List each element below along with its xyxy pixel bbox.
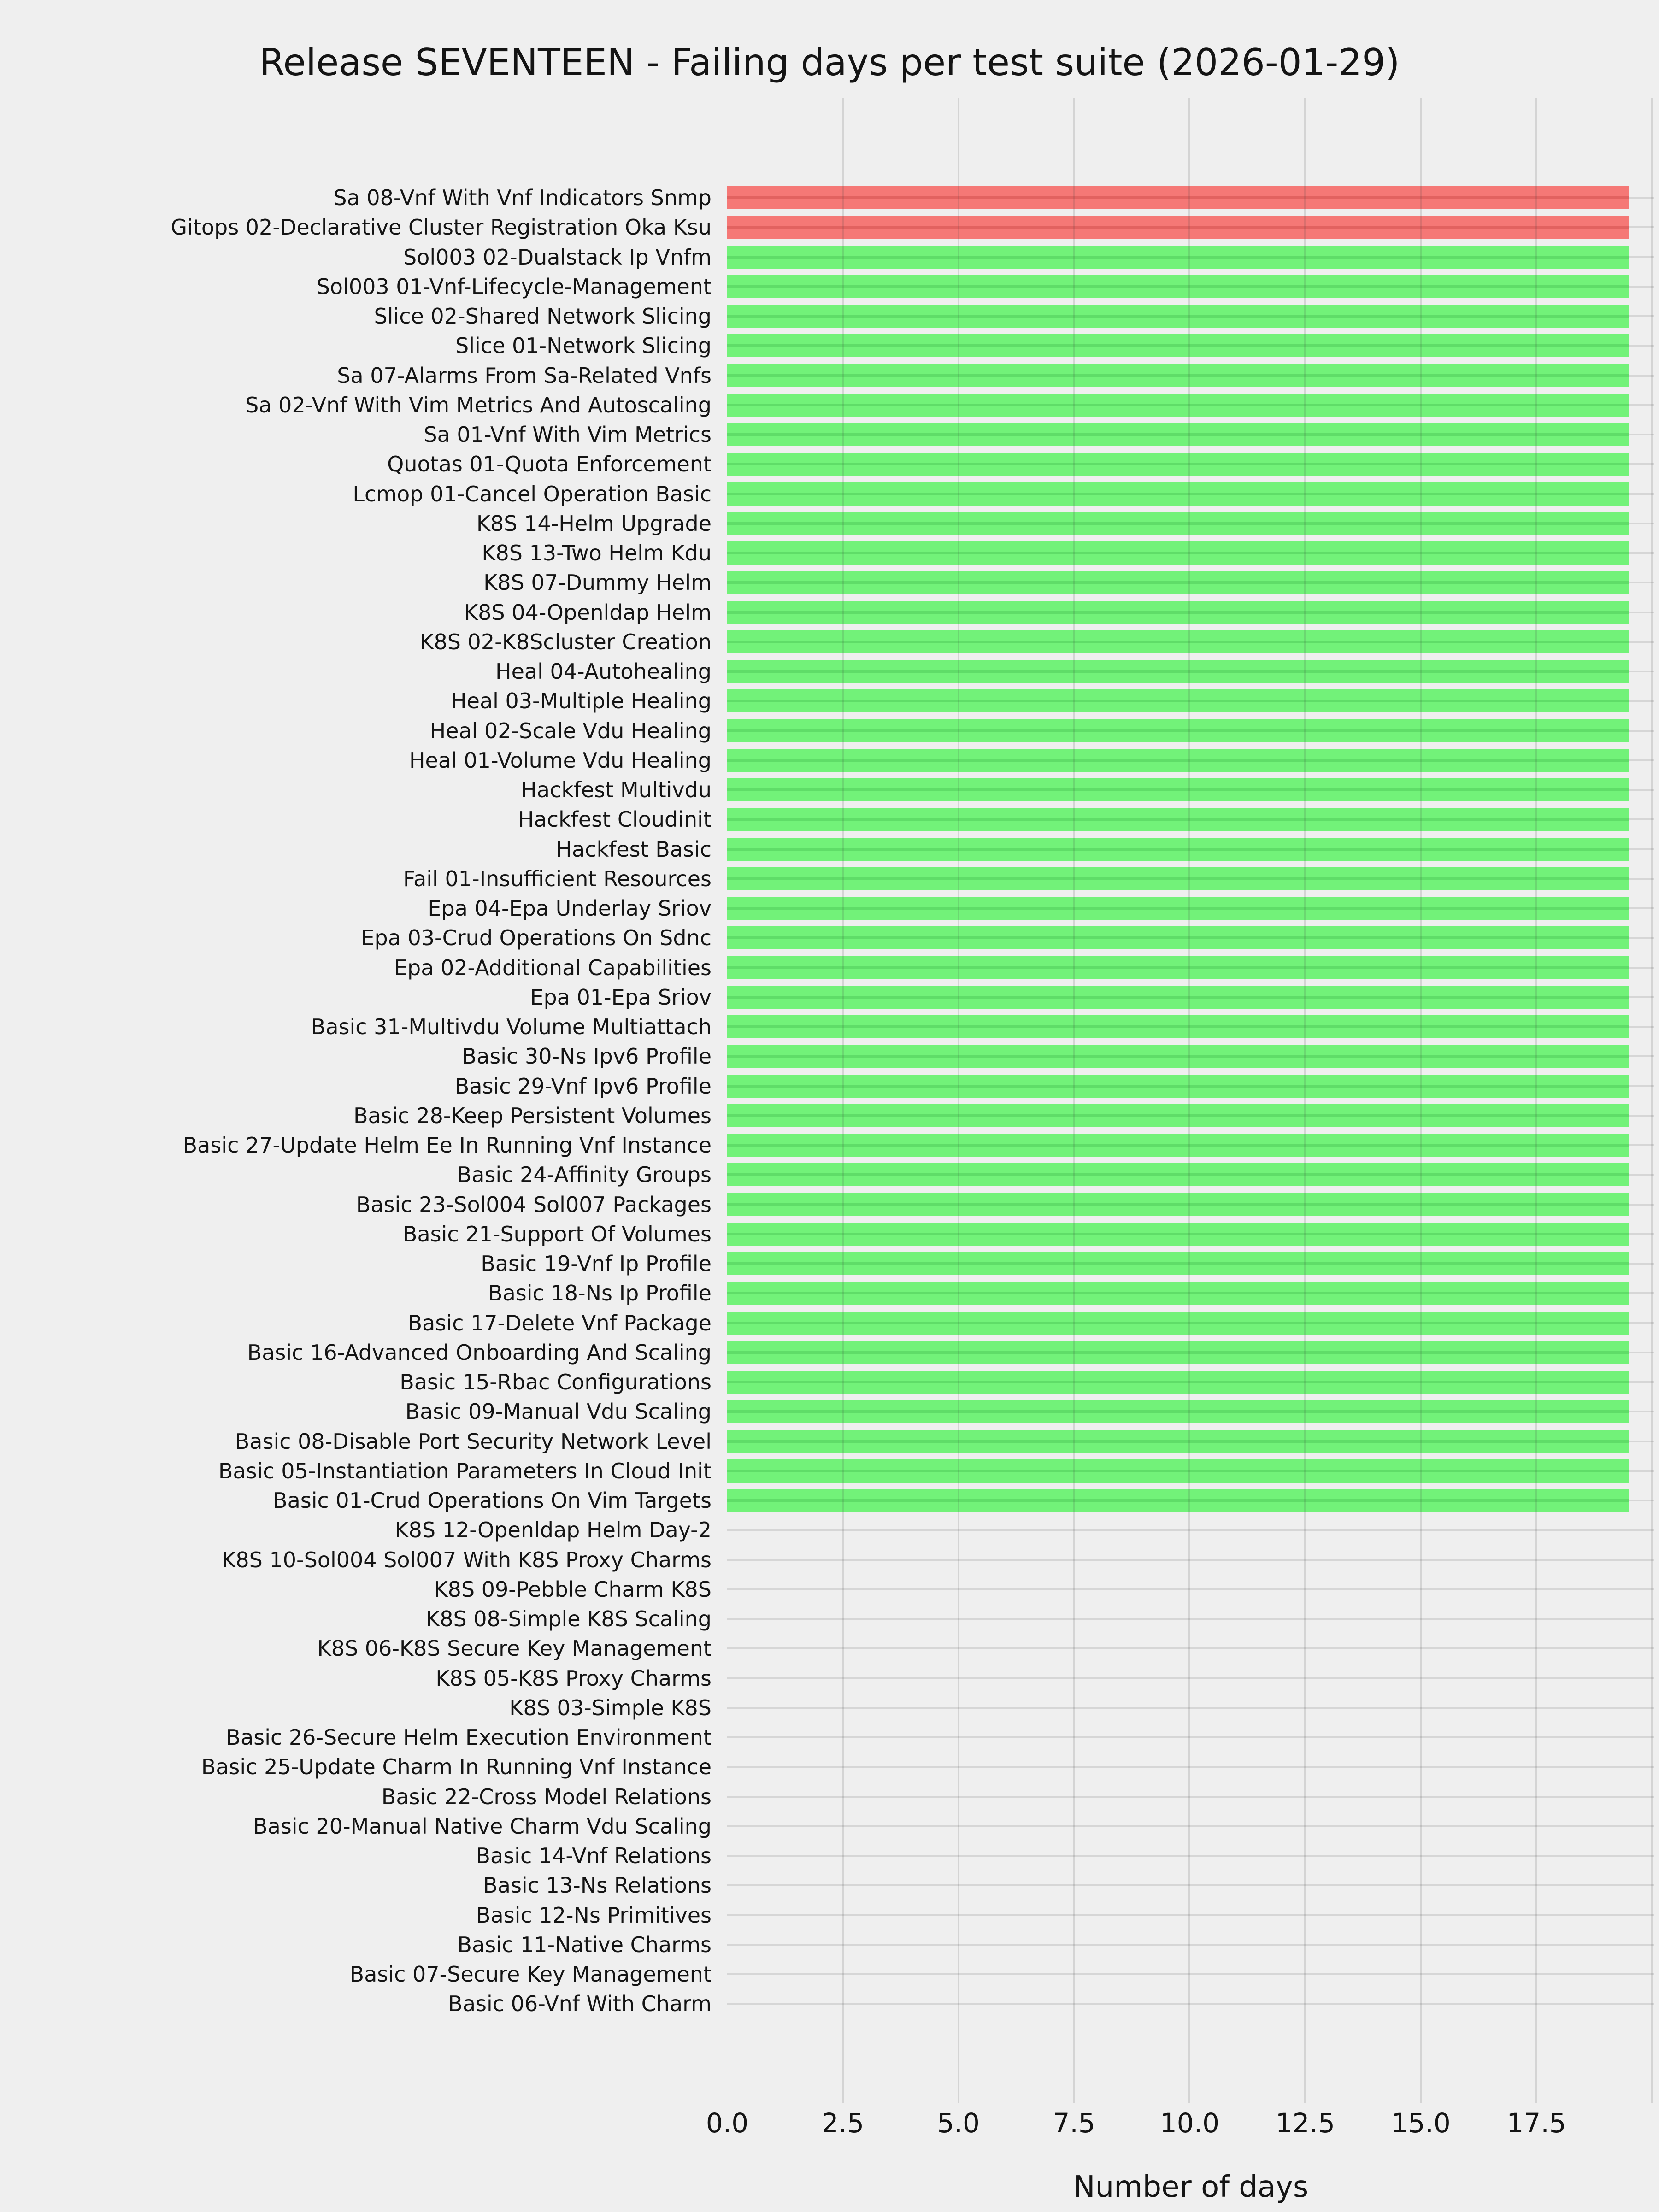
gridline-vertical (1651, 98, 1653, 2103)
row-label: Lcmop 01-Cancel Operation Basic (353, 481, 712, 506)
gridline-vertical (1073, 98, 1075, 2103)
chart-title: Release SEVENTEEN - Failing days per test suite (2026-01-29) (259, 41, 1400, 84)
x-tick-label: 12.5 (1275, 2107, 1335, 2139)
row-label: Basic 15-Rbac Configurations (400, 1370, 712, 1394)
bar (727, 1134, 1629, 1157)
row-label: Basic 24-Affinity Groups (457, 1162, 712, 1188)
gridline-horizontal (727, 1796, 1654, 1798)
bar (727, 1045, 1629, 1068)
bar (727, 1104, 1629, 1127)
row-label: Basic 31-Multivdu Volume Multiattach (311, 1014, 712, 1039)
bar (727, 689, 1629, 712)
row-label: Hackfest Basic (556, 836, 712, 862)
row-label: Basic 21-Support Of Volumes (402, 1221, 712, 1247)
row-label: Basic 13-Ns Relations (483, 1873, 712, 1898)
row-label: Basic 20-Manual Native Charm Vdu Scaling (253, 1813, 712, 1839)
bar (727, 1015, 1629, 1038)
row-label: Basic 25-Update Charm In Running Vnf Instance (201, 1754, 712, 1780)
row-label: K8S 02-K8Scluster Creation (420, 629, 712, 654)
gridline-horizontal (727, 1588, 1654, 1590)
row-label: Sa 08-Vnf With Vnf Indicators Snmp (333, 185, 712, 210)
row-label: K8S 03-Simple K8S (509, 1695, 712, 1720)
bar (727, 1163, 1629, 1186)
row-label: Basic 28-Keep Persistent Volumes (353, 1103, 712, 1128)
bar (727, 246, 1629, 269)
row-label: Sa 02-Vnf With Vim Metrics And Autoscaling (245, 392, 712, 418)
bar (727, 1459, 1629, 1483)
row-label: Epa 01-Epa Sriov (530, 984, 712, 1010)
gridline-horizontal (727, 2003, 1654, 2005)
gridline-horizontal (727, 1825, 1654, 1827)
gridline-horizontal (727, 1944, 1654, 1946)
row-label: K8S 05-K8S Proxy Charms (435, 1665, 712, 1691)
gridline-horizontal (727, 1973, 1654, 1975)
bar (727, 601, 1629, 624)
bar (727, 926, 1629, 949)
bar (727, 719, 1629, 742)
bar (727, 305, 1629, 328)
row-label: Epa 02-Additional Capabilities (394, 955, 712, 980)
row-label: Basic 05-Instantiation Parameters In Cloud Init (218, 1458, 712, 1483)
gridline-vertical (1304, 98, 1306, 2103)
row-label: Epa 04-Epa Underlay Sriov (428, 896, 712, 921)
row-label: Basic 23-Sol004 Sol007 Packages (356, 1192, 712, 1217)
x-tick-label: 17.5 (1506, 2107, 1566, 2139)
bar (727, 956, 1629, 979)
row-label: K8S 08-Simple K8S Scaling (426, 1606, 712, 1631)
bar (727, 1193, 1629, 1216)
gridline-horizontal (727, 1884, 1654, 1886)
gridline-vertical (1535, 98, 1537, 2103)
row-label: K8S 06-K8S Secure Key Management (317, 1636, 712, 1661)
gridline-horizontal (727, 1707, 1654, 1709)
bar (727, 986, 1629, 1009)
row-label: Basic 08-Disable Port Security Network Level (235, 1429, 712, 1454)
bar (727, 394, 1629, 417)
row-label: Basic 19-Vnf Ip Profile (481, 1251, 712, 1276)
bar (727, 1312, 1629, 1335)
bar (727, 541, 1629, 565)
bar (727, 897, 1629, 920)
x-tick-label: 15.0 (1391, 2107, 1451, 2139)
row-label: Basic 17-Delete Vnf Package (407, 1310, 712, 1335)
row-label: Epa 03-Crud Operations On Sdnc (361, 925, 712, 951)
row-label: K8S 09-Pebble Charm K8S (434, 1577, 712, 1602)
bar (727, 186, 1629, 209)
row-label: Sa 07-Alarms From Sa-Related Vnfs (337, 363, 712, 388)
bar (727, 364, 1629, 387)
row-label: Basic 11-Native Charms (457, 1932, 712, 1957)
gridline-horizontal (727, 1647, 1654, 1649)
gridline-horizontal (727, 1914, 1654, 1916)
x-axis-label: Number of days (1073, 2170, 1309, 2204)
row-label: Heal 01-Volume Vdu Healing (409, 747, 712, 773)
x-tick-label: 0.0 (706, 2107, 749, 2139)
row-label: Basic 14-Vnf Relations (476, 1843, 712, 1868)
bar (727, 808, 1629, 831)
row-label: Slice 01-Network Slicing (455, 333, 712, 359)
row-label: Basic 12-Ns Primitives (476, 1902, 712, 1928)
bar (727, 275, 1629, 298)
bar (727, 512, 1629, 535)
bar (727, 216, 1629, 239)
gridline-vertical (958, 98, 959, 2103)
x-tick-label: 2.5 (821, 2107, 864, 2139)
row-label: Basic 06-Vnf With Charm (448, 1991, 712, 2017)
row-label: Basic 18-Ns Ip Profile (488, 1281, 712, 1306)
row-label: Basic 30-Ns Ipv6 Profile (462, 1044, 712, 1069)
gridline-vertical (1188, 98, 1190, 2103)
bar (727, 1223, 1629, 1246)
bar (727, 660, 1629, 683)
row-label: K8S 12-Openldap Helm Day-2 (394, 1518, 712, 1543)
gridline-horizontal (727, 1559, 1654, 1561)
row-label: Slice 02-Shared Network Slicing (374, 304, 712, 329)
row-label: Hackfest Cloudinit (518, 807, 712, 832)
bar (727, 1489, 1629, 1512)
x-tick-label: 7.5 (1053, 2107, 1095, 2139)
row-label: K8S 10-Sol004 Sol007 With K8S Proxy Charms (222, 1547, 712, 1572)
row-label: K8S 14-Helm Upgrade (476, 511, 712, 536)
row-label: K8S 07-Dummy Helm (483, 570, 712, 595)
bar (727, 1252, 1629, 1275)
row-label: Hackfest Multivdu (521, 777, 712, 802)
row-label: Sol003 02-Dualstack Ip Vnfm (403, 244, 712, 270)
row-label: Quotas 01-Quota Enforcement (387, 452, 712, 477)
bar (727, 423, 1629, 446)
bar (727, 778, 1629, 801)
x-tick-label: 5.0 (937, 2107, 980, 2139)
bar (727, 453, 1629, 476)
row-label: K8S 04-Openldap Helm (464, 600, 712, 625)
gridline-vertical (842, 98, 844, 2103)
row-label: Heal 03-Multiple Healing (451, 688, 712, 714)
row-label: Heal 04-Autohealing (495, 659, 712, 684)
bar (727, 1282, 1629, 1305)
bar (727, 571, 1629, 594)
bar (727, 1371, 1629, 1394)
bar (727, 482, 1629, 506)
plot-area (727, 98, 1654, 2103)
bar (727, 1341, 1629, 1364)
row-label: Sa 01-Vnf With Vim Metrics (424, 422, 712, 447)
row-label: Fail 01-Insufficient Resources (403, 866, 712, 891)
row-label: K8S 13-Two Helm Kdu (482, 541, 712, 565)
gridline-horizontal (727, 1529, 1654, 1531)
row-label: Gitops 02-Declarative Cluster Registration Oka Ksu (171, 215, 712, 240)
x-tick-label: 10.0 (1159, 2107, 1220, 2139)
bar (727, 1400, 1629, 1423)
gridline-horizontal (727, 1736, 1654, 1738)
bar (727, 867, 1629, 890)
bar (727, 749, 1629, 772)
gridline-horizontal (727, 1677, 1654, 1679)
bar (727, 1075, 1629, 1098)
bar (727, 630, 1629, 653)
row-label: Basic 29-Vnf Ipv6 Profile (454, 1073, 712, 1099)
bar (727, 334, 1629, 357)
gridline-horizontal (727, 1855, 1654, 1857)
row-label: Basic 16-Advanced Onboarding And Scaling (247, 1340, 712, 1365)
gridline-horizontal (727, 1618, 1654, 1620)
bar (727, 838, 1629, 861)
row-label: Basic 09-Manual Vdu Scaling (405, 1399, 712, 1424)
row-label: Basic 22-Cross Model Relations (381, 1784, 712, 1809)
row-label: Basic 01-Crud Operations On Vim Targets (273, 1488, 712, 1513)
gridline-horizontal (727, 1766, 1654, 1768)
row-label: Basic 07-Secure Key Management (349, 1962, 712, 1987)
row-label: Sol003 01-Vnf-Lifecycle-Management (316, 274, 712, 299)
row-label: Heal 02-Scale Vdu Healing (429, 718, 712, 743)
row-label: Basic 26-Secure Helm Execution Environment (226, 1725, 712, 1750)
row-label: Basic 27-Update Helm Ee In Running Vnf Instance (182, 1133, 712, 1158)
gridline-vertical (1420, 98, 1422, 2103)
bar (727, 1430, 1629, 1453)
